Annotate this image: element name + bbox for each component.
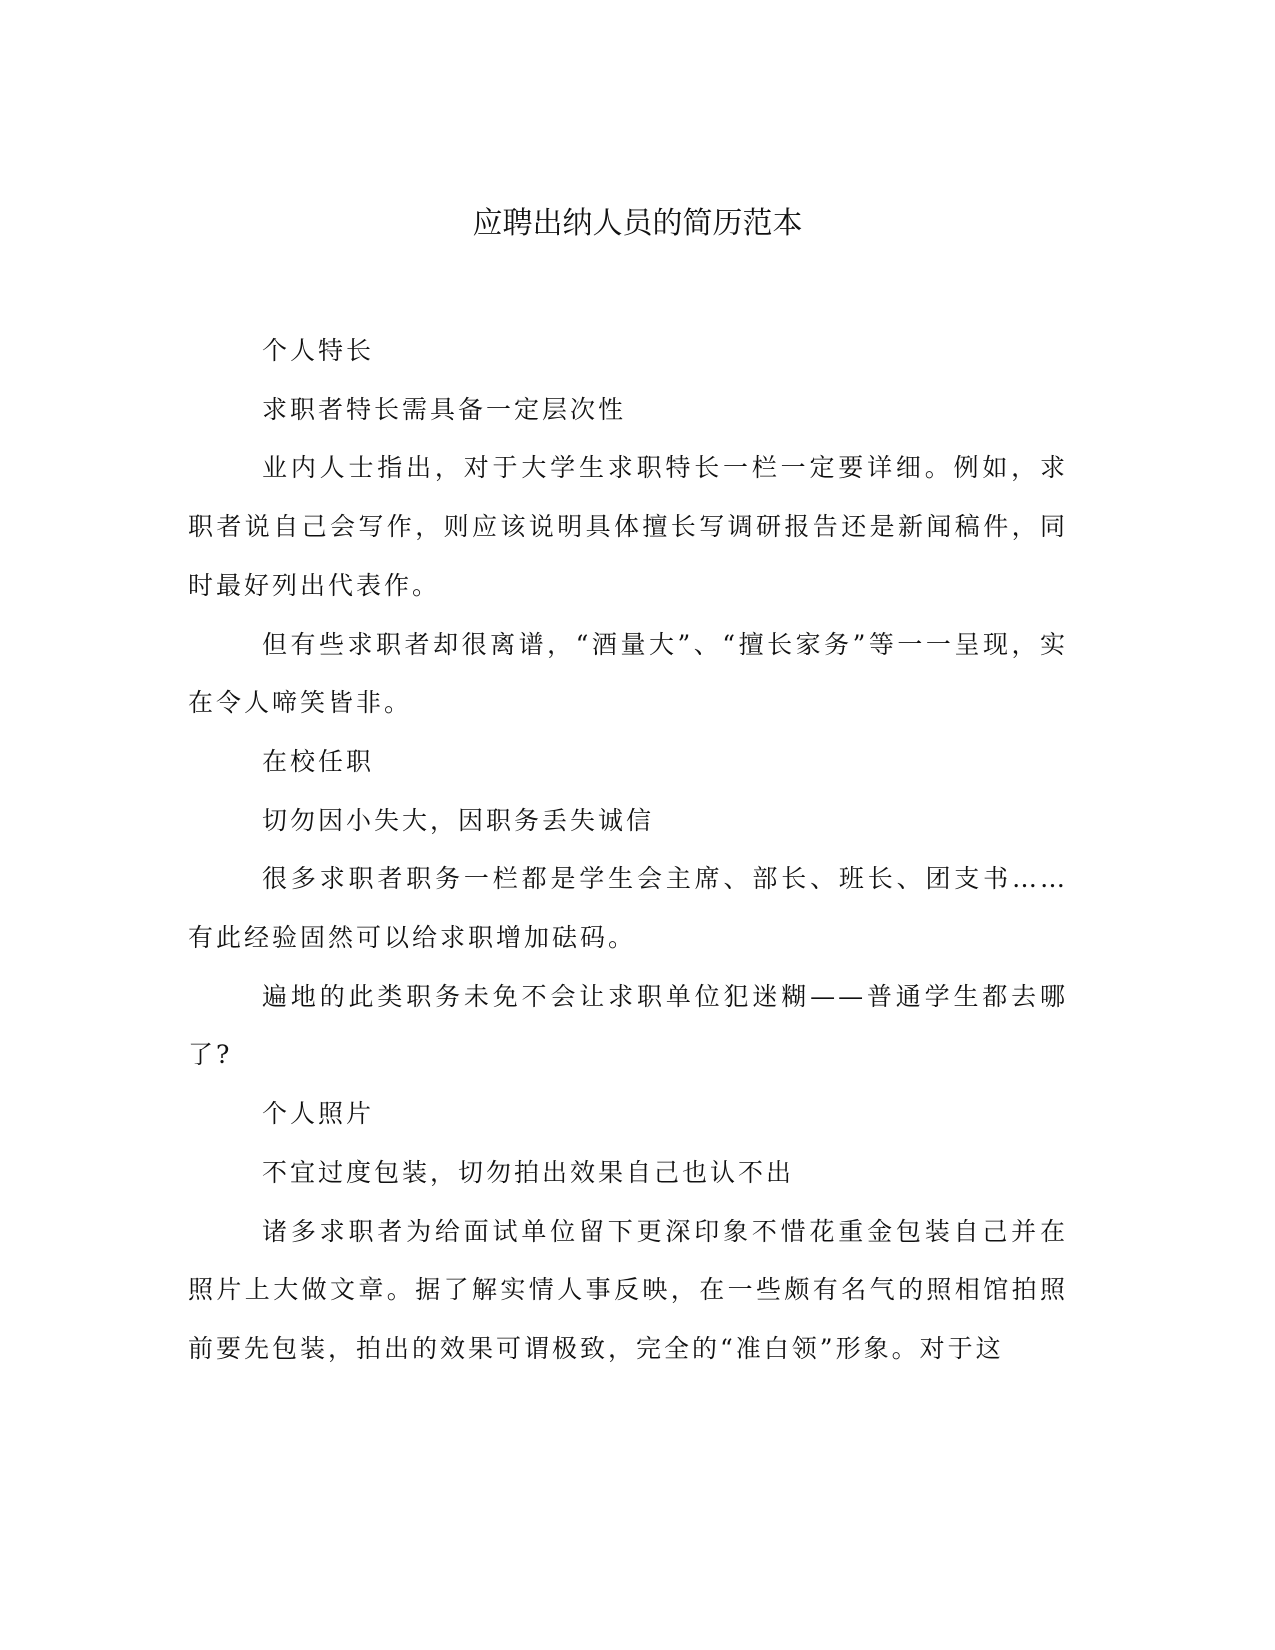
paragraph-positions-confusion: 遍地的此类职务未免不会让求职单位犯迷糊——普通学生都去哪了? <box>188 981 1068 1070</box>
subheading-integrity: 切勿因小失大，因职务丢失诚信 <box>262 805 655 835</box>
document-title: 应聘出纳人员的简历范本 <box>472 206 803 241</box>
subheading-skills-level: 求职者特长需具备一定层次性 <box>262 394 627 424</box>
section-heading-personal-skills: 个人特长 <box>262 336 375 365</box>
paragraph-skills-detail: 业内人士指出，对于大学生求职特长一栏一定要详细。例如，求职者说自己会写作，则应该说明具体擅长写调研报告还是新闻稿件，同时最好列出代表作。 <box>188 453 1068 600</box>
document-body <box>188 322 1068 1379</box>
section-heading-personal-photo: 个人照片 <box>262 1099 375 1129</box>
subheading-photo-packaging: 不宜过度包装，切勿拍出效果自己也认不出 <box>262 1157 795 1187</box>
section-heading-school-positions: 在校任职 <box>262 746 375 776</box>
paragraph-positions-list: 很多求职者职务一栏都是学生会主席、部长、班长、团支书……有此经验固然可以给求职增加砝码。 <box>188 864 1068 953</box>
paragraph-photo-detail: 诸多求职者为给面试单位留下更深印象不惜花重金包装自己并在照片上大做文章。据了解实情人事反映，在一些颇有名气的照相馆拍照前要先包装，拍出的效果可谓极致，完全的“准白领”形象。对于这 <box>188 1216 1068 1363</box>
paragraph-skills-absurd: 但有些求职者却很离谱，“酒量大”、“擅长家务”等一一呈现，实在令人啼笑皆非。 <box>188 629 1068 718</box>
